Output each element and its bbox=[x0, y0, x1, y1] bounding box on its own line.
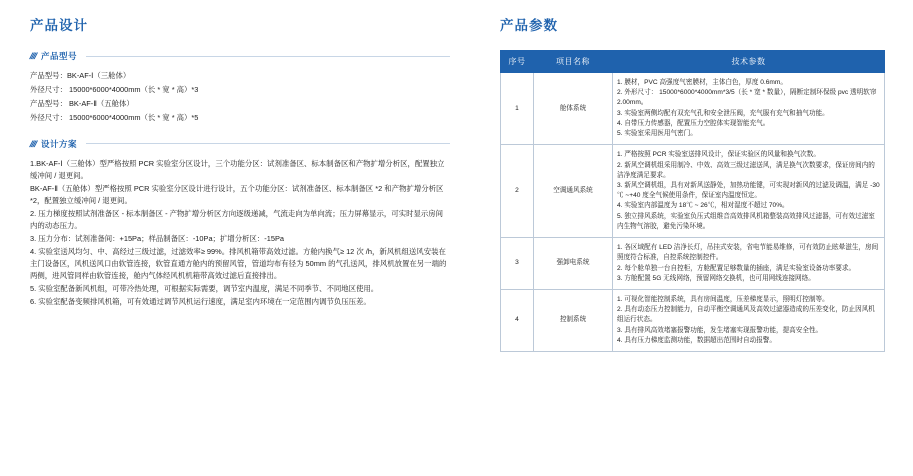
desc-line: 3. 具有排风高效堵塞报警功能，发生堵塞实现报警功能，提高安全性。 bbox=[617, 326, 823, 334]
desc-line: 3. 方舱配置 5G 无线网络，预留网络交换机，也可用网线连接网络。 bbox=[617, 274, 815, 282]
spec-line: 外径尺寸： 15000*6000*4000mm（长 * 宽 * 高）*3 bbox=[30, 84, 199, 94]
desc-line: 2. 具有动态压力控制能力，自动平衡空调通风及高效过滤器造成的压差变化，防止因风机组运行状态。 bbox=[617, 306, 875, 324]
plan-paragraph: 1.BK-AF-Ⅰ（三舱体）型严格按照 PCR 实验室分区设计，三个功能分区：试剂准备区、标本制备区和产物扩增分析区，配置独立缓冲间 / 退更间。 bbox=[30, 158, 445, 180]
plan-paragraph: BK-AF-Ⅱ（五舱体）型严格按照 PCR 实验室分区设计进行设计，五个功能分区：试剂准备区、标本制备区 *2 和产物扩增分析区 *2，配置独立缓冲间 / 退更间。 bbox=[30, 183, 444, 205]
row-index: 3 bbox=[501, 238, 534, 290]
row-index: 1 bbox=[501, 73, 534, 145]
subheading-plan-label: 设计方案 bbox=[41, 138, 78, 149]
subheading-model bbox=[30, 50, 450, 62]
row-index: 4 bbox=[501, 289, 534, 351]
desc-line: 1. 膜材，PVC 高强度气密膜材，主体白色，厚度 0.6mm。 bbox=[617, 79, 787, 86]
desc-line: 3. 实验室两侧均配有双充气孔和安全泄压阀，充气服有充气和抽气功能。 bbox=[617, 109, 829, 117]
row-name: 空调通风系统 bbox=[534, 145, 613, 238]
row-index: 2 bbox=[501, 145, 534, 238]
plan-paragraph: 4. 实验室送风均匀、中、高经过三级过滤，过滤效率≥ 99%。排风机箱带高效过滤。方舱内换气≥ 12 次 /h，新风机组送风安装在主门设备区，风机送风口由软管连接，软管直通方舱内的预留风管，管道均布有径为 50mm 的气孔送风，排风机放置在另一端的两侧，进风管同样由软管连接，舱内气体经风机机箱带高效过滤后直接排出。 bbox=[30, 246, 447, 280]
table-row bbox=[501, 238, 885, 290]
row-desc bbox=[613, 238, 885, 290]
plan-paragraph: 5. 实验室配备新风机组，可带冷热处理，可根据实际需要，调节室内温度，满足不同季节、不同地区使用。 bbox=[30, 283, 379, 293]
product-design-column bbox=[30, 14, 450, 309]
product-params-column bbox=[500, 14, 885, 352]
table-row bbox=[501, 289, 885, 351]
desc-line: 5. 实验室采用医用气密门。 bbox=[617, 130, 697, 138]
slash-decoration-icon: //// bbox=[28, 51, 38, 61]
subheading-model-label: 产品型号 bbox=[41, 51, 78, 61]
spec-line: 产品型号：BK-AF-Ⅰ（三舱体） bbox=[30, 71, 131, 80]
row-desc bbox=[613, 145, 885, 238]
desc-line: 4. 实验室内部温度为 18℃ ~ 26℃，相对湿度不超过 70%。 bbox=[617, 202, 789, 210]
row-name: 舱体系统 bbox=[534, 73, 613, 145]
row-name: 控制系统 bbox=[534, 289, 613, 351]
design-plan-text bbox=[30, 158, 450, 308]
spec-line: 外径尺寸： 15000*6000*4000mm（长 * 宽 * 高）*5 bbox=[30, 112, 199, 122]
row-name: 强卸电系统 bbox=[534, 238, 613, 290]
table-row bbox=[501, 145, 885, 238]
desc-line: 5. 独立排风系统，实验室负压式组维音高效排风机箱整装高效排风过滤器，可有效过滤室内生物气溶胶，避免污染环境。 bbox=[617, 212, 875, 230]
desc-line: 2. 新风空调机组采用制冷、中效、高效三级过滤送风，满足换气次数要求，保证房间内的洁净度满足要求。 bbox=[617, 161, 875, 179]
desc-line: 2. 每个舱单独一台自控柜，方舱配置足够数量的插座，满足实验室设备功率要求。 bbox=[617, 264, 856, 272]
divider bbox=[86, 143, 450, 144]
plan-paragraph: 3. 压力分布：试剂准备间：+15Pa；样品制备区：-10Pa；扩增分析区：-15Pa bbox=[30, 233, 285, 243]
plan-paragraph: 6. 实验室配备变频排风机箱，可有效通过调节风机运行速度，满足室内环境在一定范围内调节负压压差。 bbox=[30, 296, 371, 306]
desc-line: 1. 严格按照 PCR 实验室送排风设计，保证实验区的风量和换气次数。 bbox=[617, 151, 820, 159]
desc-line: 3. 新风空调机组，具有对新风送静处，加热功能键，可实现对新风的过滤及调温，满足 -30 ℃ ~+40 度全气候使用条件，保证室内温度恒定。 bbox=[617, 181, 880, 200]
subheading-plan bbox=[30, 138, 450, 150]
spec-line: 产品型号： BK-AF-Ⅱ（五舱体） bbox=[30, 98, 134, 108]
desc-line: 4. 具有压力梯度监测功能，数据超出范围时自动报警。 bbox=[617, 336, 776, 344]
desc-line: 1. 各区域配有 LED 洁净长灯，吊挂式安装，省电节能易维修，可有效防止眩晕滋生，房间照度符合标准，自控系统控制控件。 bbox=[617, 244, 879, 262]
desc-line: 1. 可视化智能控制系统，具有房间温度，压差梯度显示，照明灯控制等。 bbox=[617, 295, 829, 303]
desc-line: 4. 自带压力传感器，配置压力空腔体实现智能充气。 bbox=[617, 119, 770, 127]
table-header-row bbox=[501, 51, 885, 73]
page-title-product-params: 产品参数 bbox=[500, 18, 558, 33]
plan-paragraph: 2. 压力梯度按照试剂准备区 - 标本制备区 - 产物扩增分析区方向逐级递减，气流走向为单向流；压力屏幕显示，可实时显示房间内的动态压力。 bbox=[30, 208, 444, 230]
row-desc bbox=[613, 73, 885, 145]
slash-decoration-icon: //// bbox=[28, 138, 38, 149]
table-header-index: 序号 bbox=[501, 51, 534, 73]
page-title-product-design: 产品设计 bbox=[30, 18, 88, 33]
divider bbox=[86, 56, 450, 57]
product-spec-list bbox=[30, 70, 450, 124]
params-table bbox=[500, 50, 885, 352]
table-row bbox=[501, 73, 885, 145]
table-header-name: 项目名称 bbox=[534, 51, 613, 73]
desc-line: 2. 外形尺寸： 15000*6000*4000mm*3/5（长 * 宽 * 数量），隔断定制环保级 pvc 透明软帘 2.00mm。 bbox=[617, 89, 877, 107]
table-header-desc: 技术参数 bbox=[613, 51, 885, 73]
row-desc bbox=[613, 289, 885, 351]
